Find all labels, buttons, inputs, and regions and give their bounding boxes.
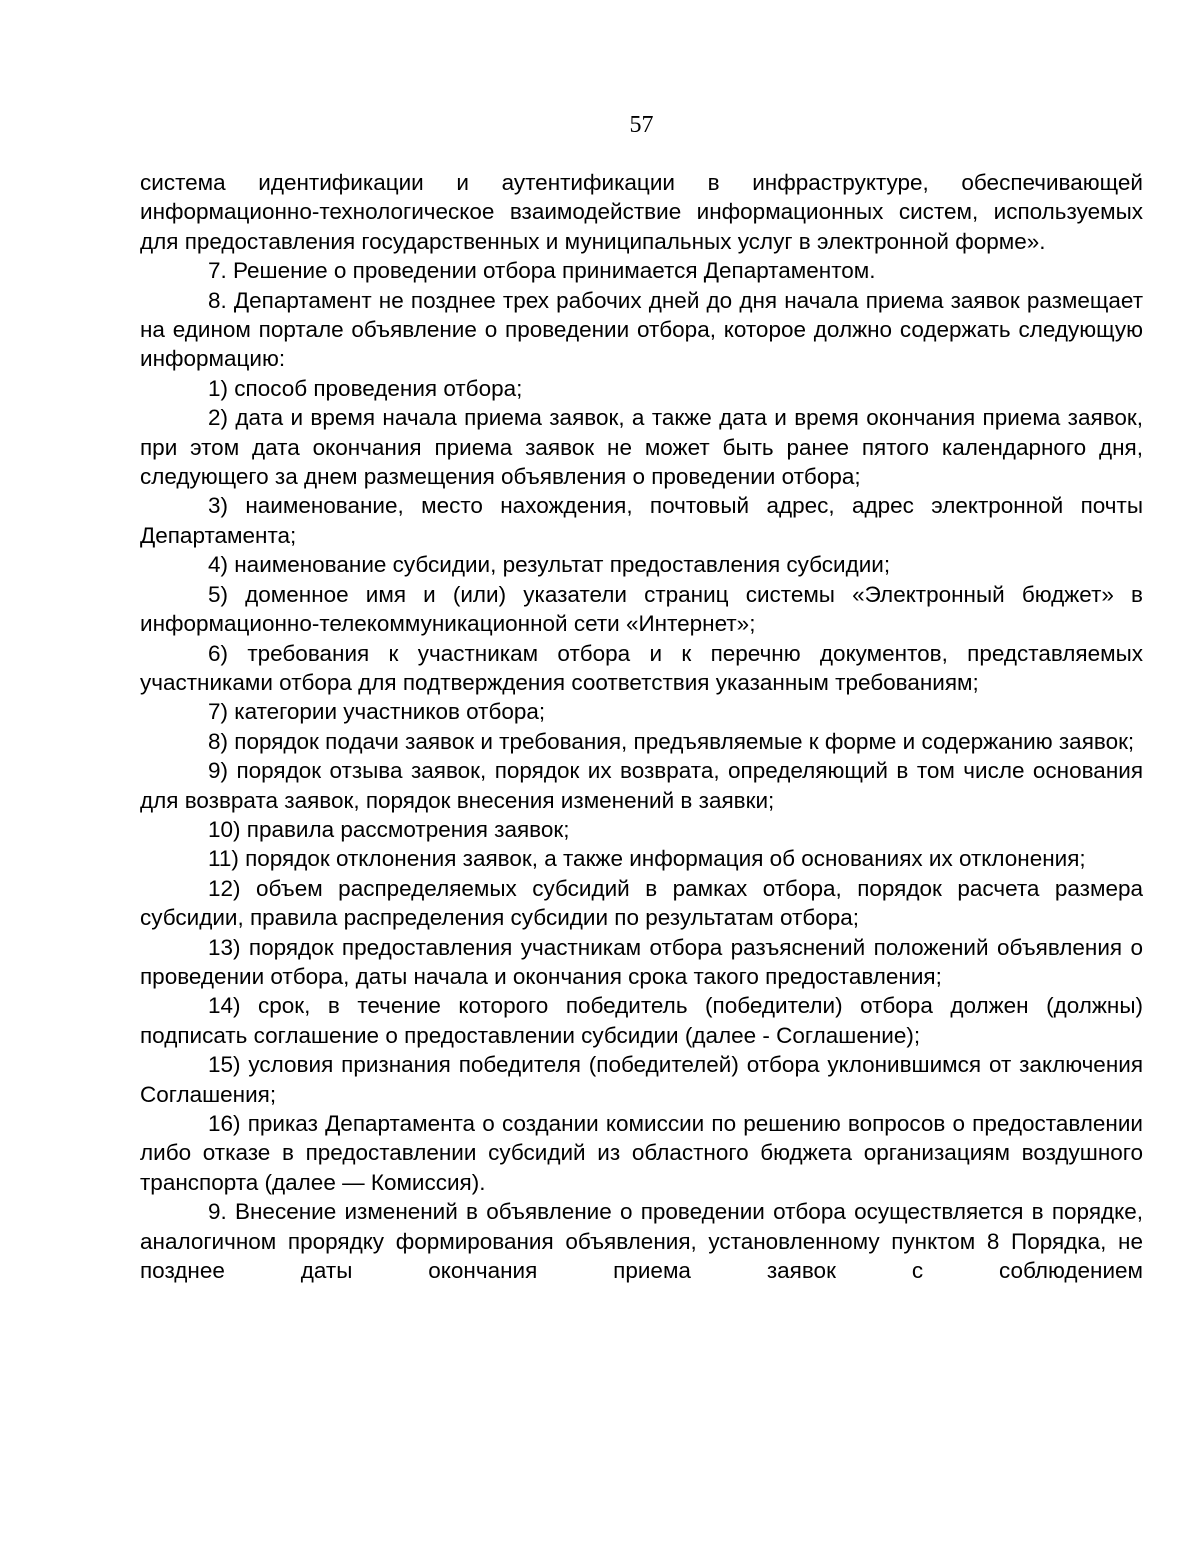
list-item: 12) объем распределяемых субсидий в рамках отбора, порядок расчета размера субсидии, правила распределения субсидии по результатам отбора; <box>140 875 1143 931</box>
list-item: 2) дата и время начала приема заявок, а также дата и время окончания приема заявок, при этом дата окончания приема заявок не может быть ранее пятого календарного дня, следующего за днем размещения объявления о проведении отбора; <box>140 405 1143 490</box>
list-item: 7) категории участников отбора; <box>208 699 546 725</box>
paragraph: 8. Департамент не позднее трех рабочих дней до дня начала приема заявок размещает на едином портале объявление о проведении отбора, которое должно содержать следующую информацию: <box>140 287 1143 372</box>
list-item: 1) способ проведения отбора; <box>208 375 523 401</box>
page-number: 57 <box>629 112 654 138</box>
list-item: 9) порядок отзыва заявок, порядок их возврата, определяющий в том числе основания для возврата заявок, порядок внесения изменений в заявки; <box>140 758 1143 813</box>
paragraph: 9. Внесение изменений в объявление о проведении отбора осуществляется в порядке, аналогичном прорядку формирования объявления, установленному пунктом 8 Порядка, не позднее даты окончания приема заявок с соблюдением <box>140 1199 1143 1284</box>
list-item: 10) правила рассмотрения заявок; <box>208 816 570 842</box>
list-item: 16) приказ Департамента о создании комиссии по решению вопросов о предоставлении либо отказе в предоставлении субсидий из областного бюджета организациям воздушного транспорта (далее — Комиссия). <box>140 1111 1143 1195</box>
paragraph: система идентификации и аутентификации в инфраструктуре, обеспечивающей информационно-технологическое взаимодействие информационных систем, используемых для предоставления государственных и муниципальных услуг в электронной форме». <box>140 170 1143 254</box>
list-item: 11) порядок отклонения заявок, а также информация об основаниях их отклонения; <box>208 846 1086 872</box>
list-item: 14) срок, в течение которого победитель (победители) отбора должен (должны) подписать соглашение о предоставлении субсидии (далее - Соглашение); <box>140 993 1143 1048</box>
list-item: 6) требования к участникам отбора и к перечню документов, представляемых участниками отбора для подтверждения соответствия указанным требованиям; <box>140 640 1143 695</box>
paragraph: 7. Решение о проведении отбора принимается Департаментом. <box>208 258 876 284</box>
list-item: 8) порядок подачи заявок и требования, предъявляемые к форме и содержанию заявок; <box>208 728 1135 754</box>
document-body <box>140 168 1143 1285</box>
list-item: 5) доменное имя и (или) указатели страниц системы «Электронный бюджет» в информационно-телекоммуникационной сети «Интернет»; <box>140 581 1143 637</box>
list-item: 13) порядок предоставления участникам отбора разъяснений положений объявления о проведении отбора, даты начала и окончания срока такого предоставления; <box>140 934 1143 989</box>
list-item: 3) наименование, место нахождения, почтовый адрес, адрес электронной почты Департамента; <box>140 493 1143 548</box>
list-item: 15) условия признания победителя (победителей) отбора уклонившимся от заключения Соглашения; <box>140 1052 1143 1107</box>
list-item: 4) наименование субсидии, результат предоставления субсидии; <box>208 552 891 578</box>
